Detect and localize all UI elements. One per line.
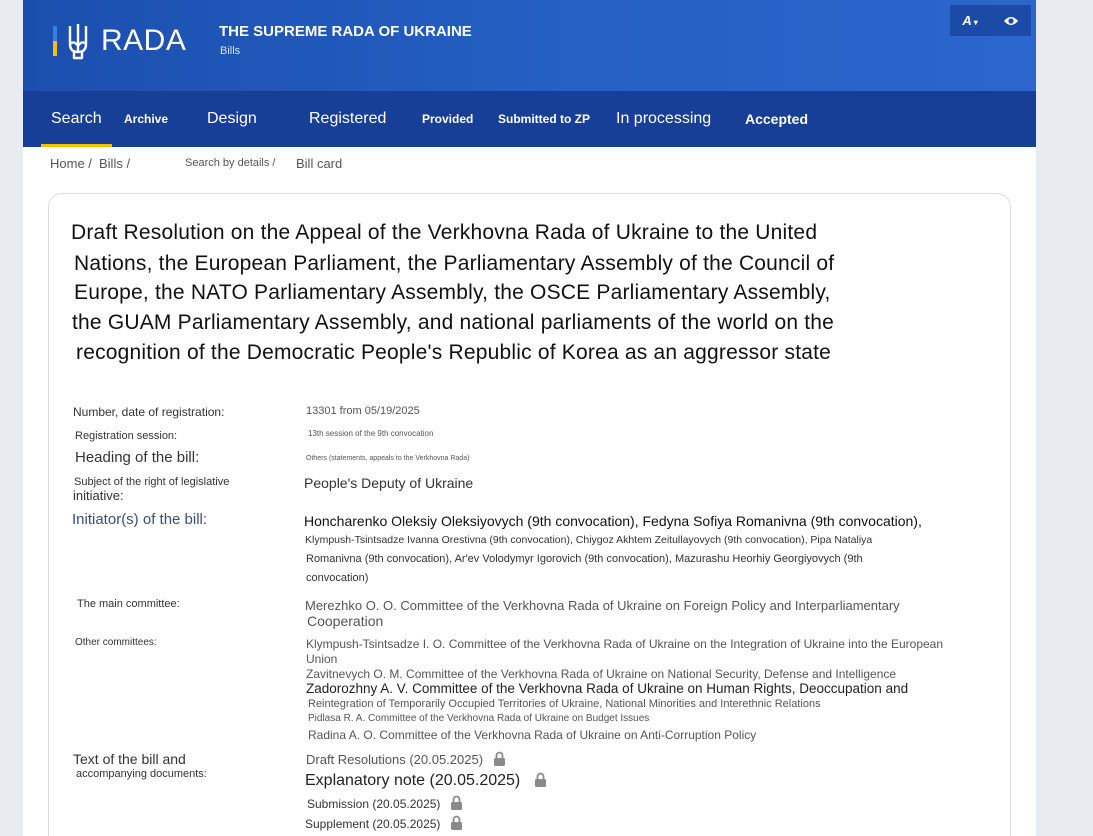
lock-icon (450, 795, 463, 810)
initiator-line: Honcharenko Oleksiy Oleksiyovych (9th convocation), Fedyna Sofiya Romanivna (9th convocation), (304, 513, 922, 529)
subject-value: People's Deputy of Ukraine (304, 475, 474, 491)
tab-label: Accepted (745, 111, 809, 127)
bill-title-line: the GUAM Parliamentary Assembly, and national parliaments of the world on the (72, 311, 835, 334)
other-committee-line: Zadorozhny A. V. Committee of the Verkhovna Rada of Ukraine on Human Rights, Deoccupation and (306, 681, 909, 696)
main-nav (23, 91, 1036, 147)
document-link-label: Supplement (20.05.2025) (305, 817, 441, 831)
documents-label: Text of the bill and (73, 751, 186, 767)
lock-icon (534, 772, 547, 787)
tab-registered[interactable] (309, 91, 386, 147)
other-committee-line: Klympush-Tsintsadze I. O. Committee of the Verkhovna Rada of Ukraine on the Integration of Ukraine into the European (306, 637, 944, 651)
other-committee-line: Union (306, 652, 338, 666)
accessibility-tools (950, 5, 1031, 36)
session-value: 13th session of the 9th convocation (308, 429, 434, 438)
page (23, 0, 1036, 836)
bill-title-line: recognition of the Democratic People's Republic of Korea as an aggressor state (76, 341, 832, 364)
tab-label: Provided (422, 112, 474, 126)
document-link-label: Submission (20.05.2025) (307, 797, 441, 811)
font-size-button[interactable] (962, 13, 977, 28)
tab-in-processing[interactable] (616, 91, 711, 147)
heading-value: Others (statements, appeals to the Verkhovna Rada) (306, 455, 470, 462)
breadcrumb-search[interactable]: Search by details / (185, 157, 276, 169)
tab-submitted-to-zp[interactable] (498, 91, 590, 147)
documents-label-cont: accompanying documents: (76, 768, 207, 780)
tab-archive[interactable] (124, 91, 168, 147)
breadcrumb-current: Bill card (296, 156, 343, 171)
other-committee-line: Reintegration of Temporarily Occupied Territories of Ukraine, National Minorities and Interethnic Relations (308, 698, 821, 710)
site-header (23, 0, 1036, 91)
tab-label: Design (207, 110, 257, 127)
document-link-explanatory[interactable] (305, 772, 547, 790)
initiator-line: Klympush-Tsintsadze Ivanna Orestivna (9th convocation), Chiygoz Akhtem Zeitullayovych (9th convocation), Pipa Nataliya (305, 534, 873, 546)
tab-label: In processing (616, 110, 712, 127)
tab-accepted[interactable] (745, 91, 808, 147)
site-logo[interactable] (53, 22, 186, 60)
initiators-label: Initiator(s) of the bill: (72, 511, 208, 528)
session-label: Registration session: (75, 430, 178, 442)
chevron-down-icon: ▾ (973, 18, 978, 27)
subject-label: Subject of the right of legislative (74, 476, 230, 488)
registration-value: 13301 from 05/19/2025 (306, 405, 420, 417)
font-size-label: A (962, 13, 972, 28)
document-link-label: Explanatory note (20.05.2025) (305, 772, 521, 789)
main-committee-line: Merezhko O. O. Committee of the Verkhovna Rada of Ukraine on Foreign Policy and Interparliamentary (305, 598, 900, 613)
tab-label: Search (51, 110, 102, 127)
site-title[interactable]: THE SUPREME RADA OF UKRAINE (219, 23, 472, 40)
heading-label: Heading of the bill: (75, 449, 200, 466)
other-committees-label: Other committees: (75, 637, 157, 648)
lock-icon (493, 751, 506, 766)
document-link-label: Draft Resolutions (20.05.2025) (306, 752, 484, 767)
trident-icon (65, 22, 91, 60)
bill-title-line: Europe, the NATO Parliamentary Assembly, the OSCE Parliamentary Assembly, (74, 281, 831, 304)
tab-design[interactable] (207, 91, 257, 147)
registration-label: Number, date of registration: (73, 405, 225, 419)
subject-label-cont: initiative: (73, 488, 124, 503)
initiator-line: Romanivna (9th convocation), Ar'ev Volodymyr Igorovich (9th convocation), Mazurashu Heorhiy Georgiyovych (9th (306, 553, 863, 565)
tab-label: Registered (309, 110, 387, 127)
document-link-draft[interactable] (306, 751, 506, 767)
flag-stripe (53, 26, 57, 56)
tab-label: Archive (124, 112, 169, 126)
bill-card (48, 193, 1011, 836)
bill-title-line: Nations, the European Parliament, the Parliamentary Assembly of the Council of (74, 252, 835, 275)
lock-icon (450, 815, 463, 830)
other-committee-line: Radina A. O. Committee of the Verkhovna Rada of Ukraine on Anti-Corruption Policy (308, 728, 757, 742)
initiator-line: convocation) (306, 572, 369, 584)
logo-text: RADA (101, 24, 187, 57)
document-link-submission[interactable] (307, 795, 463, 811)
other-committee-line: Zavitnevych O. M. Committee of the Verkhovna Rada of Ukraine on National Security, Defense and Intelligence (306, 667, 897, 681)
tab-search[interactable] (41, 91, 112, 147)
main-committee-line: Cooperation (307, 613, 384, 629)
eye-icon[interactable] (1003, 15, 1019, 27)
other-committee-line: Pidlasa R. A. Committee of the Verkhovna Rada of Ukraine on Budget Issues (308, 713, 650, 724)
document-link-supplement[interactable] (305, 815, 463, 831)
breadcrumb-bills[interactable]: Bills / (99, 156, 131, 171)
bill-title-line: Draft Resolution on the Appeal of the Verkhovna Rada of Ukraine to the United (71, 221, 818, 244)
main-committee-label: The main committee: (77, 598, 180, 610)
breadcrumb-home[interactable]: Home / (50, 156, 92, 171)
tab-provided[interactable] (422, 91, 473, 147)
tab-label: Submitted to ZP (498, 112, 590, 126)
site-subtitle: Bills (220, 45, 241, 57)
